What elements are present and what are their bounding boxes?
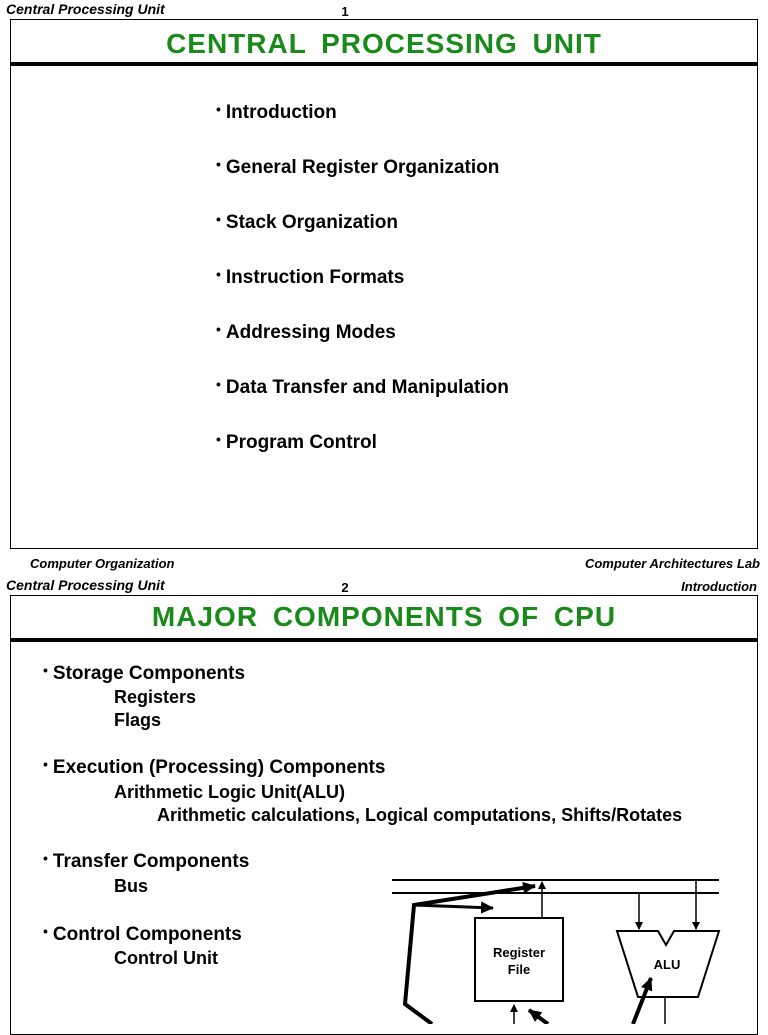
slide2-title: MAJOR COMPONENTS OF CPU	[151, 601, 617, 632]
slide1-footer-right: Computer Architectures Lab	[584, 556, 760, 571]
slide2-item-bus: Bus	[114, 876, 149, 896]
slide2-bullet-storage: • Storage Components	[43, 662, 246, 684]
slide2-bullet-control: • Control Components	[43, 923, 242, 945]
slide2-item-alu: Arithmetic Logic Unit(ALU)	[114, 782, 345, 802]
slide1-bullet-program-control: • Program Control	[216, 431, 377, 453]
slide1-bullet-addressing-modes: • Addressing Modes	[216, 321, 396, 343]
slide1-bullet-general-register: • General Register Organization	[216, 156, 500, 178]
bullet-dot-icon: •	[216, 321, 221, 337]
bullet-dot-icon: •	[216, 211, 221, 227]
slide2-item-flags: Flags	[114, 710, 162, 730]
slide2-header-section: Central Processing Unit	[6, 577, 165, 593]
slide1-bullet-introduction: • Introduction	[216, 101, 337, 123]
bullet-dot-icon: •	[43, 923, 48, 939]
alu-to-regfile-arrow	[529, 1010, 548, 1024]
slide2-page-number: 2	[341, 580, 349, 595]
bullet-dot-icon: •	[216, 376, 221, 392]
slide1-title: CENTRAL PROCESSING UNIT	[166, 28, 602, 59]
slide2-bullet-transfer: • Transfer Components	[43, 850, 250, 872]
slide1-bullet-instruction-formats: • Instruction Formats	[216, 266, 405, 288]
bullet-dot-icon: •	[216, 101, 221, 117]
slide1-page-number: 1	[341, 4, 349, 19]
slide1-footer-left: Computer Organization	[30, 556, 175, 571]
bullet-dot-icon: •	[43, 850, 48, 866]
alu-label: ALU	[653, 957, 681, 972]
slide2-header-right: Introduction	[681, 579, 757, 594]
slide2-bullet-execution: • Execution (Processing) Components	[43, 756, 386, 778]
feedback-arrow-to-regfile	[414, 905, 493, 908]
slide2-item-alu-detail: Arithmetic calculations, Logical computations, Shifts/Rotates	[157, 805, 683, 825]
bullet-dot-icon: •	[216, 156, 221, 172]
register-file-label-line2: File	[507, 962, 531, 977]
slide1-bullet-stack: • Stack Organization	[216, 211, 399, 233]
bullet-dot-icon: •	[216, 266, 221, 282]
register-file-label-line1: Register	[492, 945, 546, 960]
bullet-dot-icon: •	[216, 431, 221, 447]
bullet-dot-icon: •	[43, 756, 48, 772]
slide1-bullet-data-transfer: • Data Transfer and Manipulation	[216, 376, 509, 398]
bullet-dot-icon: •	[43, 662, 48, 678]
slide2-item-registers: Registers	[114, 687, 197, 707]
slide2-item-control-unit: Control Unit	[114, 948, 218, 968]
slide1-header-section: Central Processing Unit	[6, 1, 165, 17]
